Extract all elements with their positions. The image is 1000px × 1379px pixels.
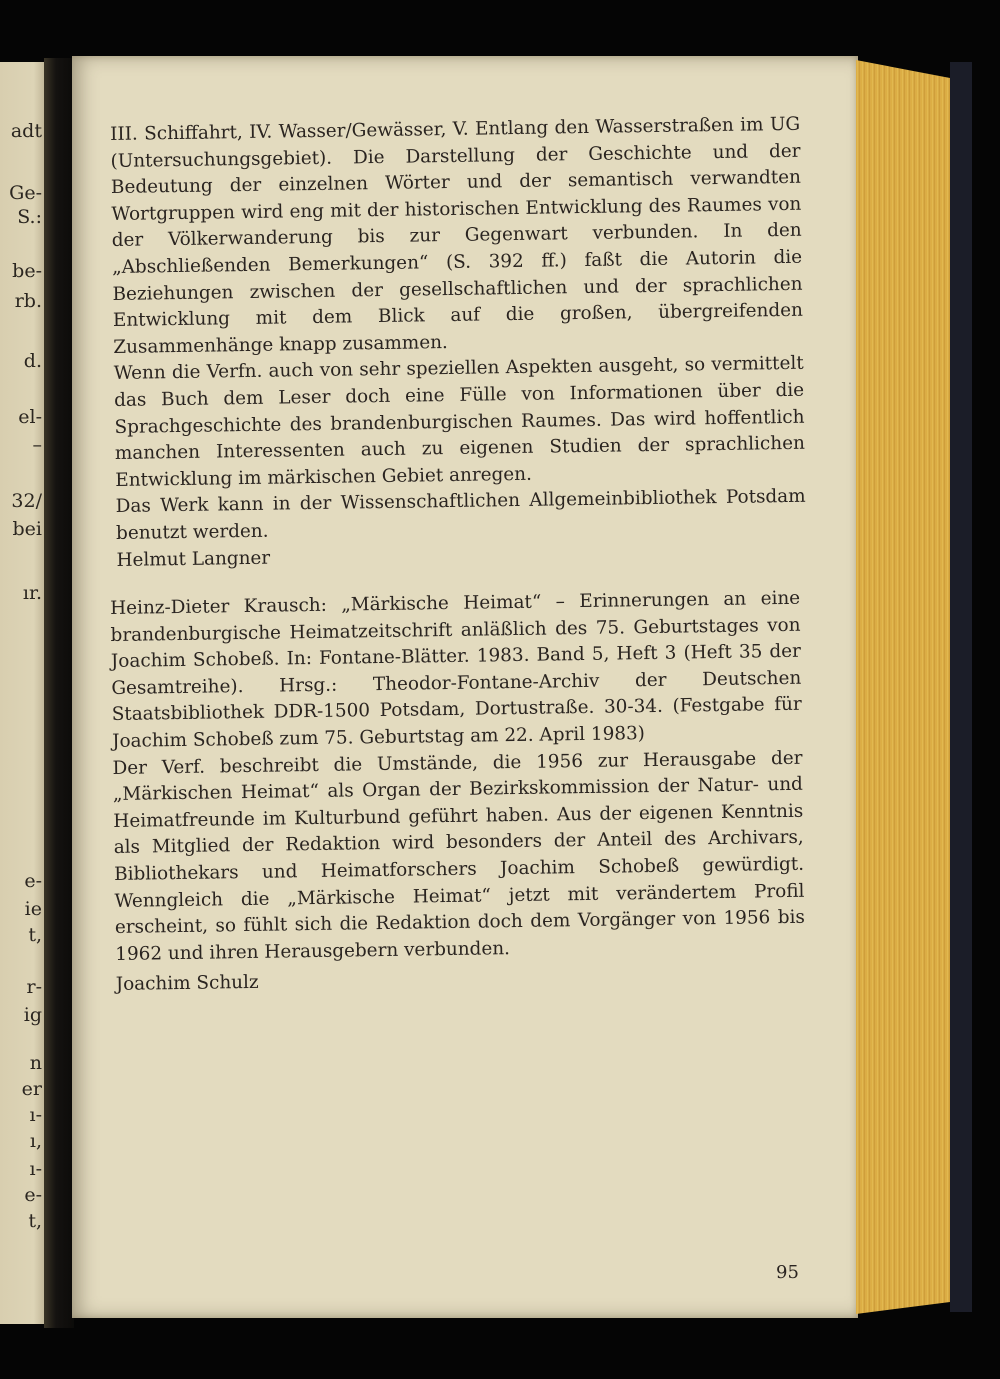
review-1-paragraph-3: Das Werk kann in der Wissenschaftlichen Allgemeinbibliothek Potsdam benutzt werden.: [115, 486, 806, 544]
left-fragment: t,: [28, 924, 42, 946]
review-1-paragraph-2: Wenn die Verfn. auch von sehr speziellen Aspekten ausgeht, so vermittelt das Buch dem Leser doch eine Fülle von Informationen über die Sprachgeschichte des brandenburgischen Raumes. Das wird hoffentlich manchen Interessenten auch zu eigenen Studien der sprachlichen Entwicklung im märkischen Gebiet anregen.: [113, 353, 805, 491]
left-fragment: ı-: [29, 1104, 42, 1126]
review-2-body: Der Verf. beschreibt die Umstände, die 1956 zur Herausgabe der „Märkischen Heimat“ als Organ der Bezirkskommission der Natur- und Heimatfreunde im Kulturbund geführt haben. Aus der eigenen Kenntnis als Mitglied der Redaktion wird besonders der Anteil des Archivars, Bibliothekars und Heimatforschers Joachim Schobeß gewürdigt. Wenngleich die „Märkische Heimat“ jetzt mit verändertem Profil erscheint, so fühlt sich die Redaktion doch dem Vorgänger von 1956 bis 1962 und ihren Herausgebern verbunden.: [112, 747, 805, 965]
review-2-citation: Heinz-Dieter Krausch: „Märkische Heimat“ – Erinnerungen an eine brandenburgische Heimatzeitschrift anläßlich des 75. Geburtstages von Joachim Schobeß. In: Fontane-Blätter. 1983. Band 5, Heft 3 (Heft 35 der Gesamtreihe). Hrsg.: Theodor-Fontane-Archiv der Deutschen Staatsbibliothek DDR-1500 Potsdam, Dortustraße. 30-34. (Festgabe für Joachim Schobeß zum 75. Geburtstag am 22. April 1983): [110, 587, 802, 752]
left-fragment: S.:: [17, 206, 42, 228]
left-fragment: el-: [18, 406, 42, 428]
left-fragment: Ge-: [9, 182, 42, 204]
left-fragment: ır.: [22, 582, 42, 604]
review-1-signature: Helmut Langner: [116, 547, 271, 571]
left-fragment: r-: [26, 976, 42, 998]
left-fragment: rb.: [14, 290, 42, 312]
review-2: [110, 586, 806, 999]
left-fragment: adt: [10, 120, 42, 142]
left-fragment: ı-: [29, 1158, 42, 1180]
book-cover: [950, 62, 972, 1312]
left-fragment: d.: [23, 350, 42, 372]
left-fragment: –: [32, 434, 42, 456]
page-number: 95: [776, 1262, 799, 1283]
review-1: [110, 112, 807, 574]
review-2-signature: Joachim Schulz: [115, 972, 259, 996]
left-fragment: ig: [23, 1004, 42, 1026]
left-fragment: e-: [24, 870, 42, 892]
left-fragment: be-: [12, 260, 42, 282]
review-1-paragraph-1: III. Schiffahrt, IV. Wasser/Gewässer, V. Entlang den Wasserstraßen im UG (Untersuchungsgebiet). Die Darstellung der Geschichte und der Bedeutung der einzelnen Wörter und der semantisch verwandten Wortgruppen wird eng mit der historischen Entwicklung des Raumes von der Völkerwanderung bis zur Gegenwart verbunden. In den „Abschließenden Bemerkungen“ (S. 392 ff.) faßt die Autorin die Beziehungen zwischen der gesellschaftlichen und der sprachlichen Entwicklung mit dem Blick auf die großen, übergreifenden Zusammenhänge knapp zusammen.: [110, 113, 804, 358]
left-fragment: ie: [24, 898, 42, 920]
left-fragment: n: [29, 1052, 42, 1074]
left-fragment: t,: [28, 1210, 42, 1232]
left-fragment: e-: [24, 1184, 42, 1206]
page-edges: [856, 60, 954, 1314]
left-fragment: ı,: [29, 1130, 42, 1152]
left-fragment: 32/: [11, 490, 42, 512]
book-gutter: [44, 58, 74, 1328]
left-fragment: er: [21, 1078, 42, 1100]
left-fragment: bei: [12, 518, 42, 540]
